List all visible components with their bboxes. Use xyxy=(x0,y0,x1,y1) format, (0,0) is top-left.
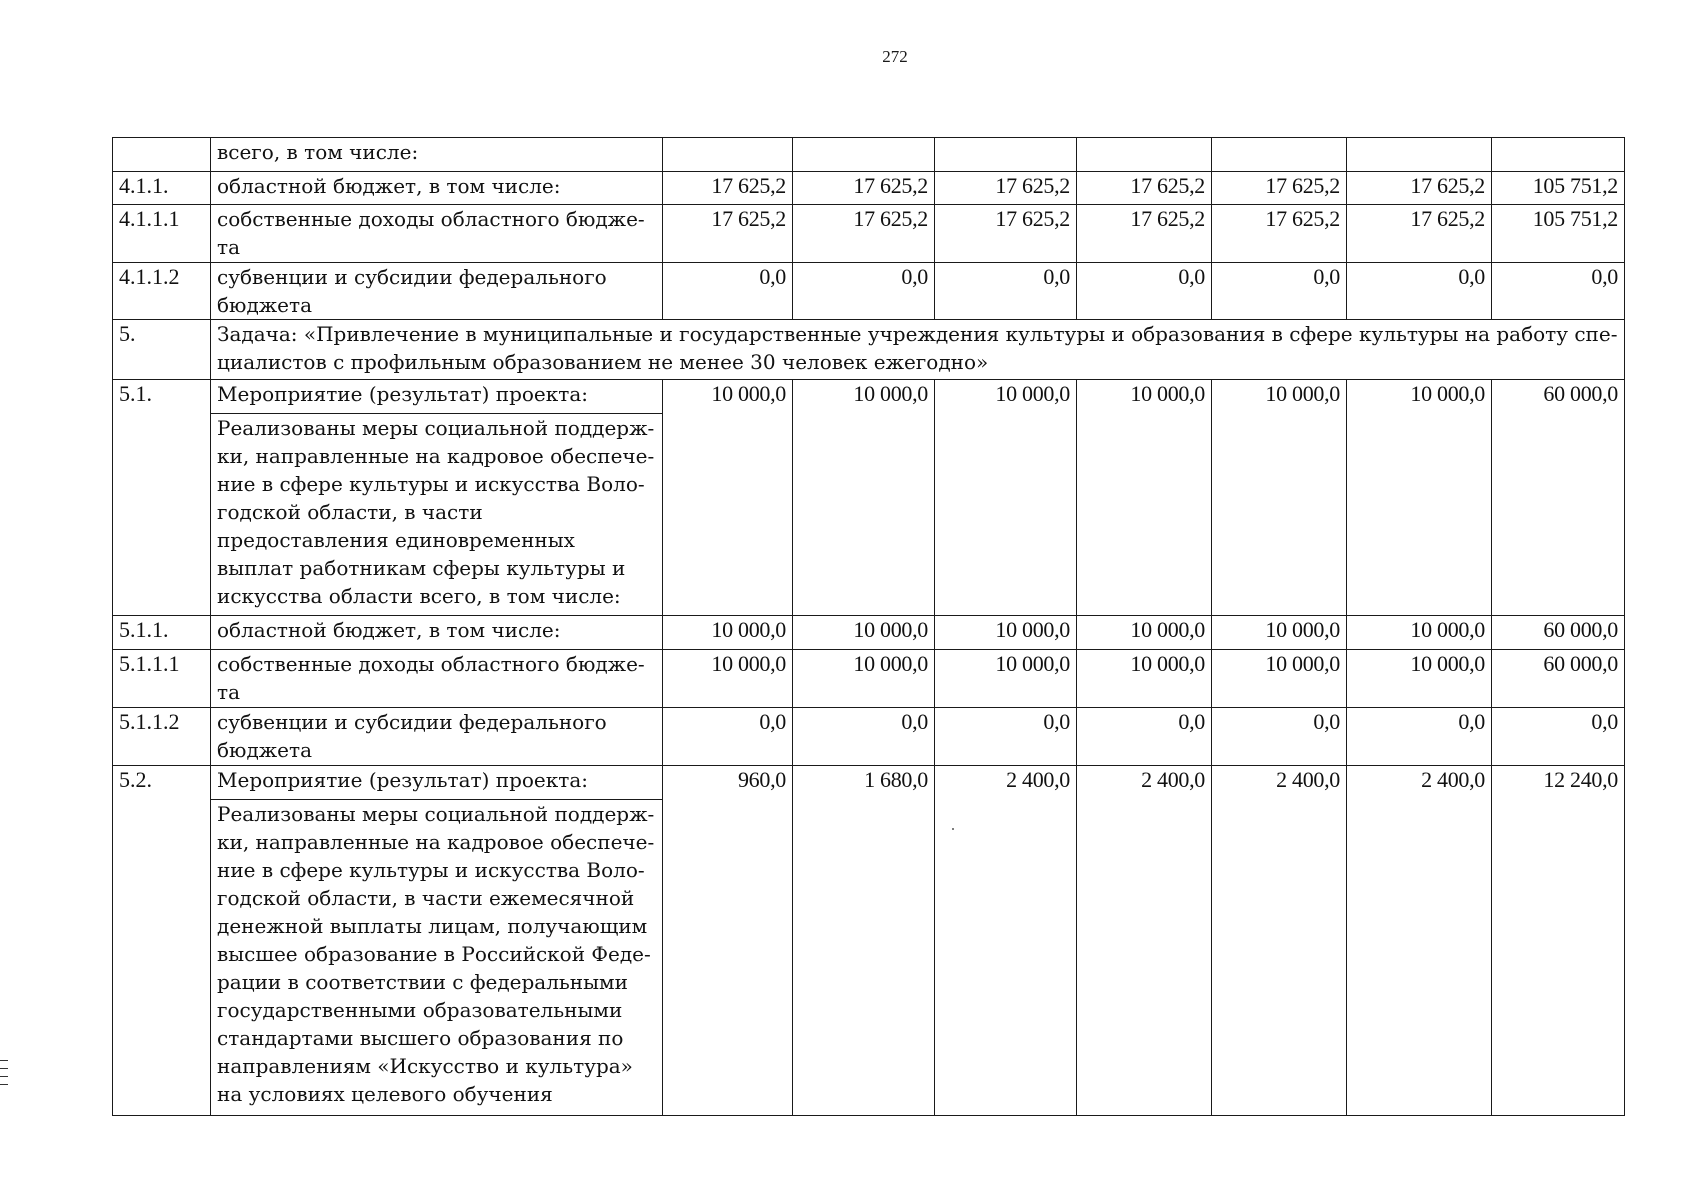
value-cell: 17 625,2 xyxy=(1077,172,1212,205)
value-cell: 60 000,0 xyxy=(1492,380,1625,616)
value-cell xyxy=(935,138,1077,172)
value-cell xyxy=(663,138,793,172)
value-cell: 960,0 xyxy=(663,766,793,1116)
row-code xyxy=(113,138,211,172)
value-cell: 10 000,0 xyxy=(1347,616,1492,650)
row-name: Мероприятие (результат) проекта: xyxy=(211,766,663,800)
table-row xyxy=(113,616,1625,650)
value-cell: 10 000,0 xyxy=(663,616,793,650)
value-cell: 2 400,0 xyxy=(1077,766,1212,1116)
value-cell xyxy=(1077,138,1212,172)
table-row xyxy=(113,263,1625,320)
value-cell: 17 625,2 xyxy=(1347,172,1492,205)
row-code: 5.1. xyxy=(113,380,211,616)
value-cell: 0,0 xyxy=(935,263,1077,320)
table-row xyxy=(113,708,1625,766)
value-cell: 17 625,2 xyxy=(1212,205,1347,263)
value-cell: 0,0 xyxy=(1212,708,1347,766)
value-cell: 10 000,0 xyxy=(1212,616,1347,650)
table-row xyxy=(113,138,1625,172)
value-cell: 0,0 xyxy=(1492,263,1625,320)
value-cell: 17 625,2 xyxy=(663,172,793,205)
value-cell: 2 400,0 xyxy=(1212,766,1347,1116)
value-cell xyxy=(1212,138,1347,172)
row-code: 4.1.1. xyxy=(113,172,211,205)
row-name: всего, в том числе: xyxy=(211,138,663,172)
value-cell: 17 625,2 xyxy=(935,172,1077,205)
value-cell: 17 625,2 xyxy=(793,205,935,263)
row-code: 5.1.1.1 xyxy=(113,650,211,708)
value-cell: 105 751,2 xyxy=(1492,172,1625,205)
table-row xyxy=(113,320,1625,380)
row-name: субвенции и субсидии федерального бюджета xyxy=(211,708,663,766)
value-cell: 0,0 xyxy=(663,708,793,766)
value-cell: 60 000,0 xyxy=(1492,650,1625,708)
value-cell: 10 000,0 xyxy=(935,380,1077,616)
value-cell: 0,0 xyxy=(1077,263,1212,320)
value-cell: 12 240,0 xyxy=(1492,766,1625,1116)
row-code: 5. xyxy=(113,320,211,380)
value-cell: 10 000,0 xyxy=(1212,650,1347,708)
row-detail: Реализованы меры социальной поддерж-ки, направленные на кадровое обеспече-ние в сфере культуры и искусства Воло-годской области, в части ежемесячной денежной выплаты лицам, получающим высшее образование в Российской Феде-рации в соответствии с федеральными государственными образовательными стандартами высшего образования по направлениям «Искусство и культура» на условиях целевого обучения xyxy=(211,800,663,1116)
scan-edge-marks xyxy=(0,1060,8,1100)
value-cell: 17 625,2 xyxy=(663,205,793,263)
row-code: 4.1.1.2 xyxy=(113,263,211,320)
value-cell: 10 000,0 xyxy=(1212,380,1347,616)
row-name: областной бюджет, в том числе: xyxy=(211,172,663,205)
value-cell: 17 625,2 xyxy=(1212,172,1347,205)
value-cell: 60 000,0 xyxy=(1492,616,1625,650)
value-cell: 0,0 xyxy=(663,263,793,320)
row-code: 5.2. xyxy=(113,766,211,1116)
scan-speck xyxy=(952,828,954,830)
value-cell: 10 000,0 xyxy=(663,650,793,708)
value-cell: 10 000,0 xyxy=(793,650,935,708)
value-cell: 0,0 xyxy=(1347,708,1492,766)
value-cell: 0,0 xyxy=(1347,263,1492,320)
value-cell: 1 680,0 xyxy=(793,766,935,1116)
row-code: 5.1.1.2 xyxy=(113,708,211,766)
table-row xyxy=(113,766,1625,800)
value-cell: 2 400,0 xyxy=(1347,766,1492,1116)
value-cell: 10 000,0 xyxy=(935,616,1077,650)
value-cell: 10 000,0 xyxy=(1077,650,1212,708)
value-cell: 17 625,2 xyxy=(1077,205,1212,263)
row-name: областной бюджет, в том числе: xyxy=(211,616,663,650)
value-cell: 10 000,0 xyxy=(935,650,1077,708)
row-name: собственные доходы областного бюдже-та xyxy=(211,205,663,263)
row-name: Мероприятие (результат) проекта: xyxy=(211,380,663,414)
value-cell: 10 000,0 xyxy=(1347,650,1492,708)
task-description: Задача: «Привлечение в муниципальные и государственные учреждения культуры и образования в сфере культуры на работу спе-циалистов с профильным образованием не менее 30 человек ежегодно» xyxy=(211,320,1625,380)
value-cell: 105 751,2 xyxy=(1492,205,1625,263)
value-cell: 2 400,0 xyxy=(935,766,1077,1116)
value-cell: 10 000,0 xyxy=(1077,616,1212,650)
row-code: 4.1.1.1 xyxy=(113,205,211,263)
value-cell: 10 000,0 xyxy=(1077,380,1212,616)
table-row xyxy=(113,205,1625,263)
page-number: 272 xyxy=(882,47,908,66)
table-row xyxy=(113,380,1625,414)
value-cell: 0,0 xyxy=(1077,708,1212,766)
row-code: 5.1.1. xyxy=(113,616,211,650)
value-cell: 0,0 xyxy=(793,263,935,320)
value-cell: 17 625,2 xyxy=(793,172,935,205)
value-cell: 0,0 xyxy=(1492,708,1625,766)
value-cell: 10 000,0 xyxy=(793,616,935,650)
value-cell xyxy=(1347,138,1492,172)
value-cell: 17 625,2 xyxy=(935,205,1077,263)
value-cell: 10 000,0 xyxy=(793,380,935,616)
value-cell: 10 000,0 xyxy=(1347,380,1492,616)
value-cell: 17 625,2 xyxy=(1347,205,1492,263)
value-cell xyxy=(1492,138,1625,172)
value-cell: 0,0 xyxy=(1212,263,1347,320)
value-cell: 0,0 xyxy=(793,708,935,766)
row-name: субвенции и субсидии федерального бюджета xyxy=(211,263,663,320)
value-cell: 0,0 xyxy=(935,708,1077,766)
value-cell: 10 000,0 xyxy=(663,380,793,616)
row-name: собственные доходы областного бюдже-та xyxy=(211,650,663,708)
table-row xyxy=(113,650,1625,708)
table-row xyxy=(113,172,1625,205)
budget-table xyxy=(112,137,1625,1116)
value-cell xyxy=(793,138,935,172)
row-detail: Реализованы меры социальной поддерж-ки, направленные на кадровое обеспече-ние в сфере культуры и искусства Воло-годской области, в части предоставления единовременных выплат работникам сферы культуры и искусства области всего, в том числе: xyxy=(211,414,663,616)
